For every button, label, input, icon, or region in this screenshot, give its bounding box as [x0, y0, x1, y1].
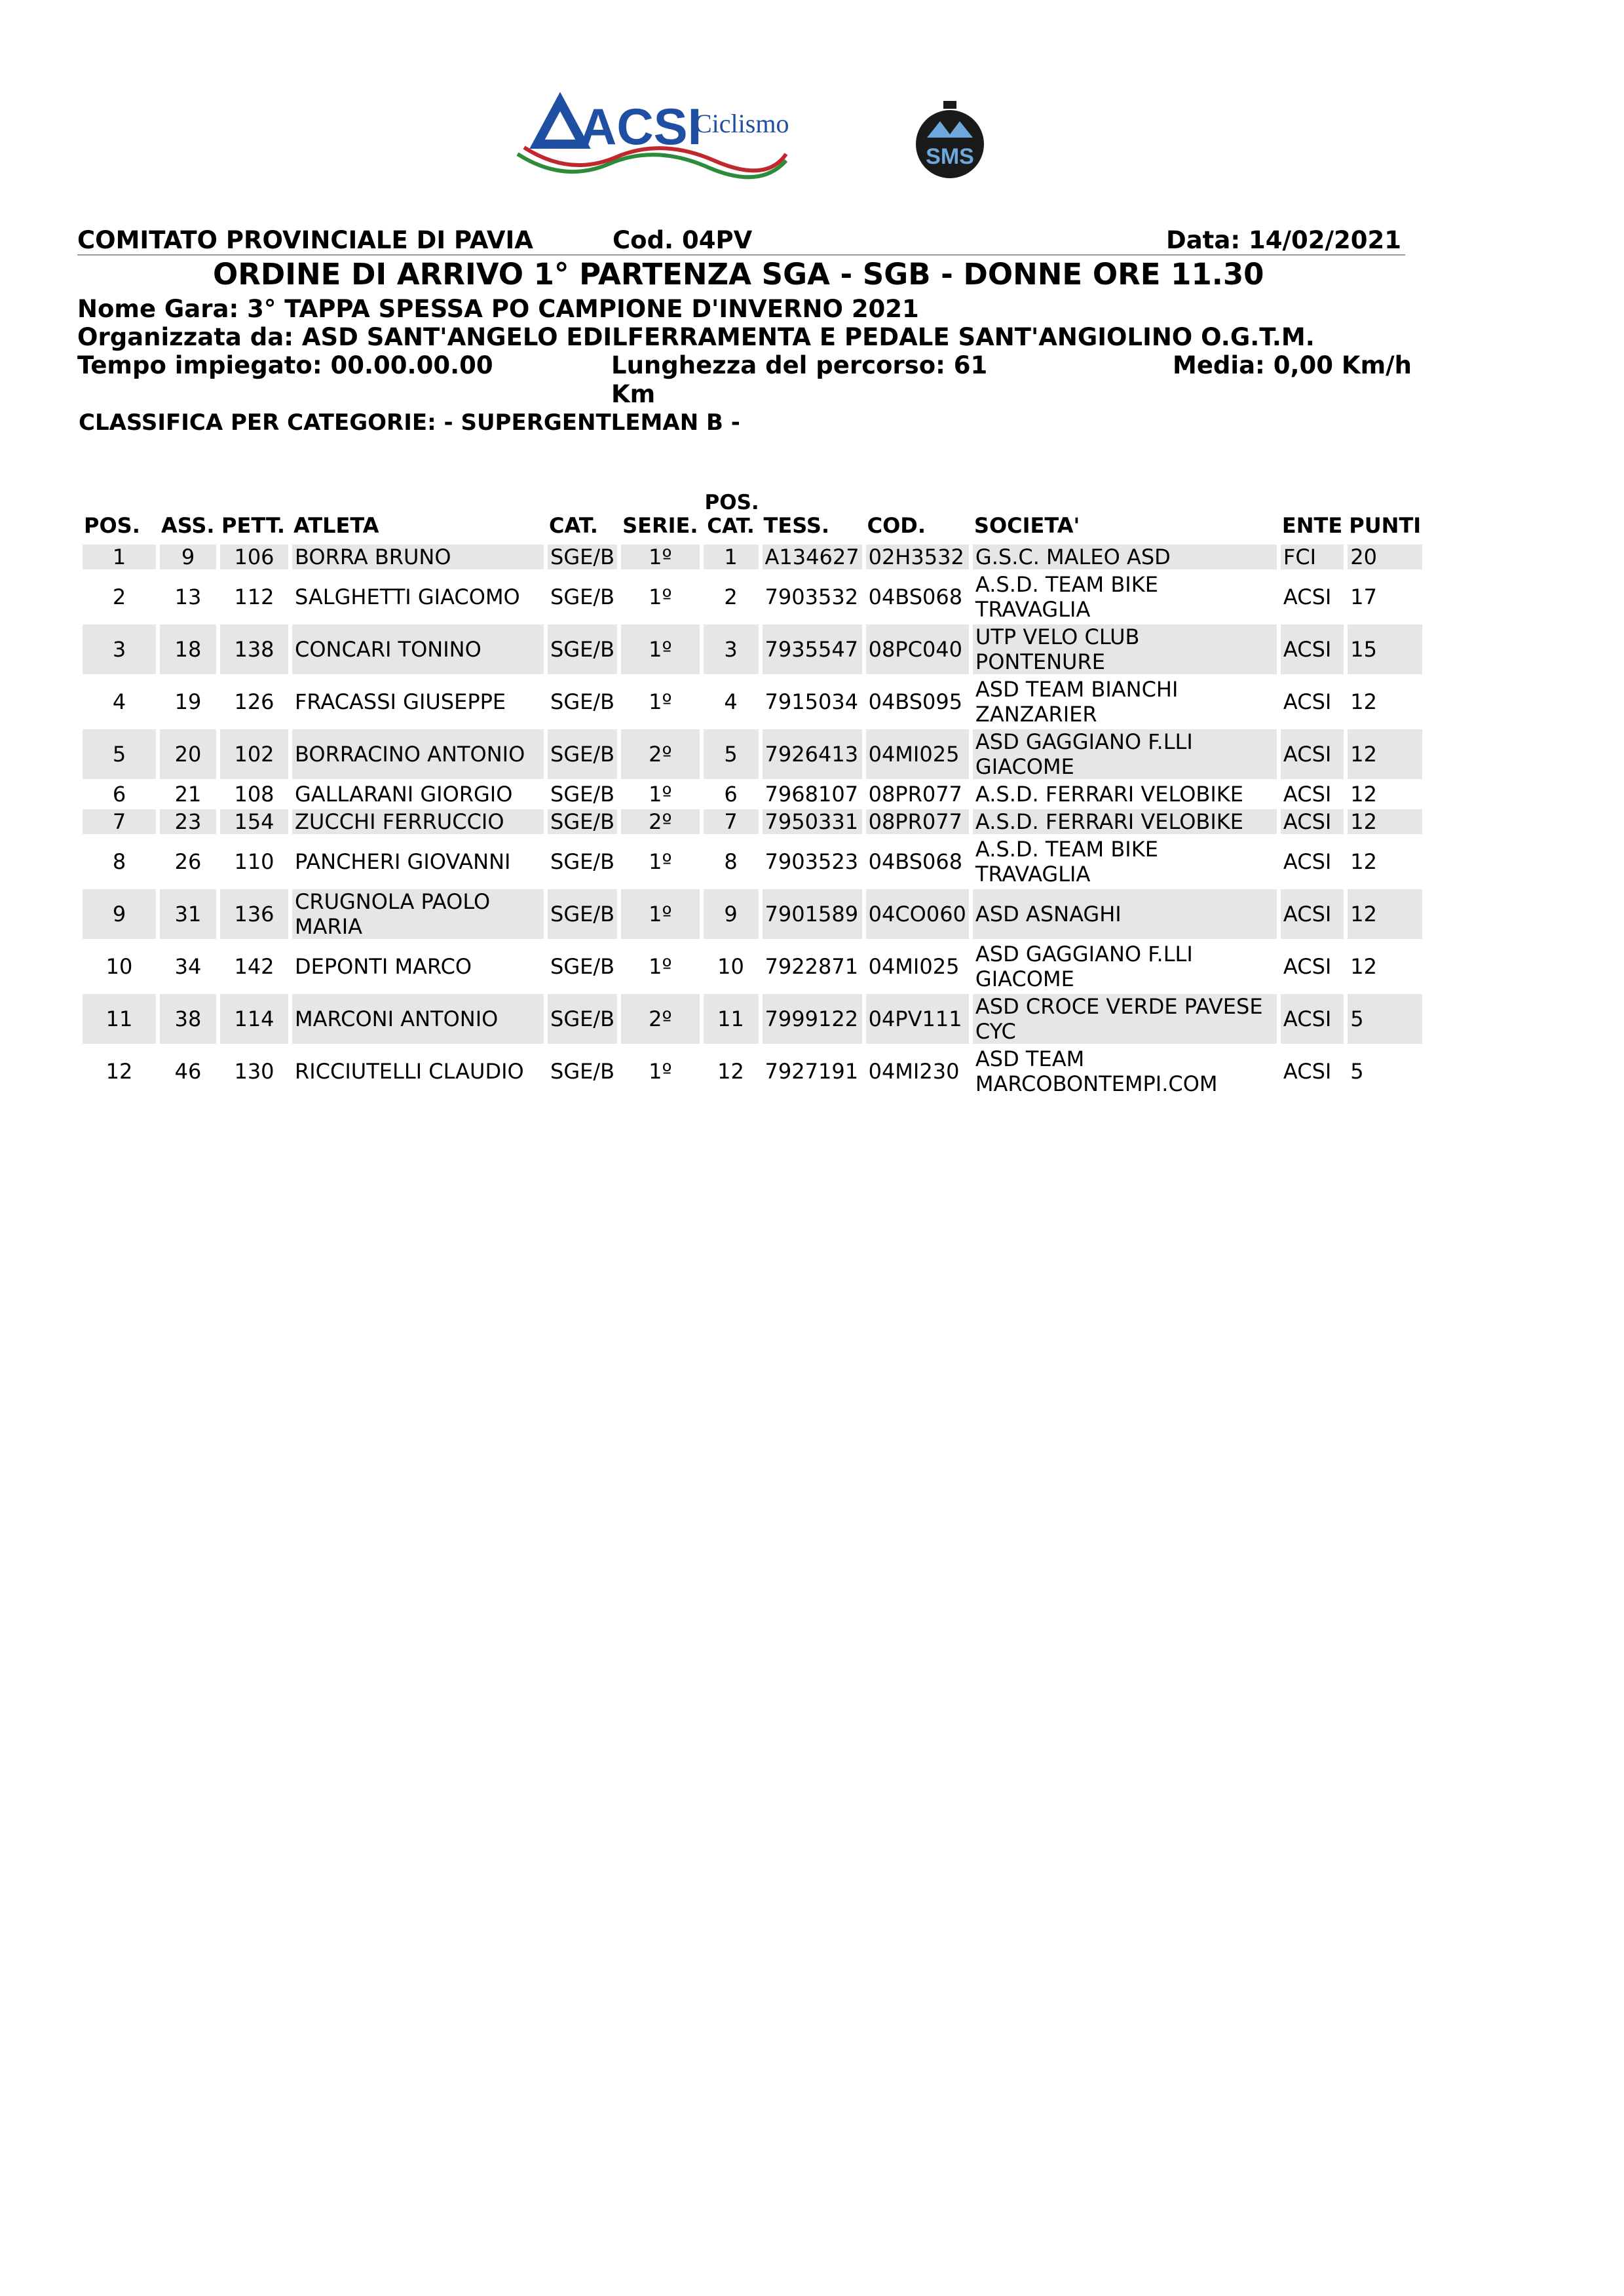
- cell-atleta: CONCARI TONINO: [292, 624, 544, 674]
- cell-societa: A.S.D. FERRARI VELOBIKE: [973, 809, 1277, 834]
- table-row: [83, 889, 1422, 939]
- cell-pos: 4: [112, 689, 126, 714]
- cell-cat: SGE/B: [550, 689, 615, 714]
- cell-pos: 11: [83, 994, 156, 1044]
- cell-pett: 136: [220, 889, 288, 939]
- cell-pett: 126: [234, 689, 274, 714]
- cell-cat: SGE/B: [548, 994, 617, 1044]
- cell-tess: 7950331: [763, 809, 862, 834]
- table-row: [83, 782, 1422, 807]
- cell-cat: SGE/B: [548, 889, 617, 939]
- cell-punti: 12: [1350, 954, 1377, 979]
- cell-poscat: 8: [724, 849, 738, 874]
- cell-punti: 12: [1348, 809, 1422, 834]
- cell-punti: 17: [1350, 584, 1377, 609]
- cell-ente: ACSI: [1281, 624, 1344, 674]
- col-punti: PUNTI: [1349, 513, 1422, 538]
- table-row: [83, 572, 1422, 622]
- acsi-ciclismo-logo: [511, 92, 793, 180]
- cell-pett: 154: [220, 809, 288, 834]
- cell-serie: 1º: [649, 849, 672, 874]
- cell-poscat: 6: [724, 782, 738, 807]
- cell-societa: ASD GAGGIANO F.LLI GIACOME: [973, 729, 1277, 779]
- cell-serie: 1º: [649, 954, 672, 979]
- cell-poscat: 1: [704, 545, 759, 569]
- col-cat: CAT.: [549, 513, 598, 538]
- cell-cod: 08PR077: [866, 809, 969, 834]
- cell-tess: 7999122: [763, 994, 862, 1044]
- cell-ente: ACSI: [1283, 954, 1332, 979]
- cell-cod: 04MI025: [866, 729, 969, 779]
- cell-serie: 2º: [621, 994, 699, 1044]
- cell-ass: 46: [174, 1059, 202, 1084]
- cell-atleta: DEPONTI MARCO: [295, 954, 472, 979]
- cell-serie: 2º: [621, 809, 699, 834]
- acsi-logo-text: ACSI: [580, 98, 702, 155]
- cell-punti: 5: [1350, 1059, 1364, 1084]
- cell-pett: 110: [234, 849, 274, 874]
- cell-societa: A.S.D. TEAM BIKE TRAVAGLIA: [975, 837, 1158, 887]
- cell-cat: SGE/B: [550, 849, 615, 874]
- table-row: [83, 1046, 1422, 1096]
- cell-ente: ACSI: [1281, 729, 1344, 779]
- cell-punti: 15: [1348, 624, 1422, 674]
- cell-poscat: 7: [704, 809, 759, 834]
- cell-cod: 04BS068: [868, 584, 963, 609]
- organizer: Organizzata da: ASD SANT'ANGELO EDILFERRAMENTA E PEDALE SANT'ANGIOLINO O.G.T.M.: [77, 323, 1315, 351]
- cell-societa: G.S.C. MALEO ASD: [973, 545, 1277, 569]
- table-row: [83, 942, 1422, 991]
- cell-atleta: BORRA BRUNO: [292, 545, 544, 569]
- cell-pos: 10: [105, 954, 133, 979]
- cell-pett: 130: [234, 1059, 274, 1084]
- results-body: [83, 545, 1422, 1096]
- cell-ass: 19: [174, 689, 202, 714]
- cell-cod: 04BS068: [868, 849, 963, 874]
- cell-serie: 2º: [621, 729, 699, 779]
- cell-societa: A.S.D. TEAM BIKE TRAVAGLIA: [975, 572, 1158, 622]
- cell-punti: 12: [1350, 782, 1377, 807]
- cell-cod: 08PC040: [866, 624, 969, 674]
- cell-atleta: SALGHETTI GIACOMO: [295, 584, 520, 609]
- cell-pos: 2: [112, 584, 126, 609]
- cell-cod: 04MI230: [868, 1059, 960, 1084]
- cell-societa: ASD CROCE VERDE PAVESE CYC: [973, 994, 1277, 1044]
- cell-pos: 3: [83, 624, 156, 674]
- cell-pos: 12: [105, 1059, 133, 1084]
- cell-pos: 8: [112, 849, 126, 874]
- col-ente: ENTE: [1281, 513, 1343, 538]
- cell-ente: ACSI: [1283, 689, 1332, 714]
- table-row: [83, 809, 1422, 834]
- category-classification: CLASSIFICA PER CATEGORIE: - SUPERGENTLEMAN B -: [79, 410, 740, 436]
- cell-ass: 34: [174, 954, 202, 979]
- cell-societa: A.S.D. FERRARI VELOBIKE: [975, 782, 1243, 807]
- cell-cat: SGE/B: [550, 1059, 615, 1084]
- cell-societa: ASD ASNAGHI: [973, 889, 1277, 939]
- cell-pett: 138: [220, 624, 288, 674]
- cell-pett: 114: [220, 994, 288, 1044]
- race-name: Nome Gara: 3° TAPPA SPESSA PO CAMPIONE D'INVERNO 2021: [77, 295, 919, 323]
- cell-societa: ASD TEAM BIANCHI ZANZARIER: [975, 677, 1179, 727]
- results-table: [79, 488, 1426, 1099]
- cell-tess: A134627: [763, 545, 862, 569]
- cell-atleta: FRACASSI GIUSEPPE: [295, 689, 506, 714]
- cell-poscat: 3: [704, 624, 759, 674]
- col-ass: ASS.: [161, 513, 215, 538]
- table-header-row: [83, 491, 1422, 542]
- cell-punti: 20: [1348, 545, 1422, 569]
- cell-tess: 7922871: [765, 954, 859, 979]
- cell-serie: 1º: [649, 584, 672, 609]
- cell-tess: 7915034: [765, 689, 859, 714]
- header-divider: [77, 254, 1405, 256]
- cell-ente: ACSI: [1283, 1059, 1332, 1084]
- cell-cat: SGE/B: [548, 729, 617, 779]
- cell-serie: 1º: [621, 889, 699, 939]
- cell-serie: 1º: [649, 1059, 672, 1084]
- page-title: ORDINE DI ARRIVO 1° PARTENZA SGA - SGB - DONNE ORE 11.30: [213, 257, 1264, 292]
- cell-ente: ACSI: [1281, 889, 1344, 939]
- cell-punti: 12: [1348, 889, 1422, 939]
- cell-serie: 1º: [621, 624, 699, 674]
- cell-ente: ACSI: [1281, 809, 1344, 834]
- cell-tess: 7901589: [763, 889, 862, 939]
- cell-tess: 7968107: [765, 782, 859, 807]
- cell-cat: SGE/B: [548, 809, 617, 834]
- col-tess: TESS.: [763, 513, 830, 538]
- cell-serie: 1º: [621, 545, 699, 569]
- cell-ente: ACSI: [1283, 782, 1332, 807]
- logo-area: [0, 92, 1624, 183]
- cell-cat: SGE/B: [548, 624, 617, 674]
- cell-serie: 1º: [649, 782, 672, 807]
- comitato-label: COMITATO PROVINCIALE DI PAVIA: [77, 226, 533, 254]
- col-pos: POS.: [84, 513, 140, 538]
- col-cod: COD.: [867, 513, 926, 538]
- cell-cod: 02H3532: [866, 545, 969, 569]
- cell-ente: ACSI: [1283, 849, 1332, 874]
- cell-societa: ASD TEAM MARCOBONTEMPI.COM: [975, 1046, 1218, 1096]
- cell-atleta: GALLARANI GIORGIO: [295, 782, 513, 807]
- cell-pos: 1: [83, 545, 156, 569]
- table-row: [83, 545, 1422, 569]
- cell-ass: 9: [160, 545, 216, 569]
- cell-cod: 04MI025: [868, 954, 960, 979]
- cell-atleta: RICCIUTELLI CLAUDIO: [295, 1059, 524, 1084]
- col-pos-cat: POS. CAT.: [704, 491, 759, 538]
- col-serie: SERIE.: [622, 513, 698, 538]
- cell-poscat: 2: [724, 584, 738, 609]
- table-row: [83, 624, 1422, 674]
- cell-ente: FCI: [1281, 545, 1344, 569]
- cell-ass: 18: [160, 624, 216, 674]
- cell-cod: 04CO060: [866, 889, 969, 939]
- cell-tess: 7903532: [765, 584, 859, 609]
- cell-ass: 20: [160, 729, 216, 779]
- cell-poscat: 11: [704, 994, 759, 1044]
- cell-punti: 12: [1350, 849, 1377, 874]
- average-speed: Media: 0,00 Km/h: [1173, 351, 1412, 379]
- cell-poscat: 5: [704, 729, 759, 779]
- cell-ass: 21: [174, 782, 202, 807]
- cell-cat: SGE/B: [548, 545, 617, 569]
- time-used: Tempo impiegato: 00.00.00.00: [77, 351, 493, 379]
- cell-poscat: 10: [717, 954, 744, 979]
- cell-poscat: 9: [704, 889, 759, 939]
- cell-cod: 04BS095: [868, 689, 963, 714]
- cell-pos: 6: [112, 782, 126, 807]
- cell-ente: ACSI: [1281, 994, 1344, 1044]
- table-row: [83, 994, 1422, 1044]
- course-length: Lunghezza del percorso: 61 Km: [611, 351, 988, 408]
- cell-pos: 7: [83, 809, 156, 834]
- table-row: [83, 729, 1422, 779]
- cell-ente: ACSI: [1283, 584, 1332, 609]
- cod-label: Cod. 04PV: [613, 226, 753, 254]
- ciclismo-logo-text: Ciclismo: [694, 109, 789, 138]
- cell-pett: 112: [234, 584, 274, 609]
- table-row: [83, 677, 1422, 727]
- cell-cod: 04PV111: [866, 994, 969, 1044]
- cell-pett: 102: [220, 729, 288, 779]
- cell-pett: 108: [234, 782, 274, 807]
- cell-pos: 5: [83, 729, 156, 779]
- cell-atleta: ZUCCHI FERRUCCIO: [292, 809, 544, 834]
- cell-atleta: PANCHERI GIOVANNI: [295, 849, 511, 874]
- cell-ass: 38: [160, 994, 216, 1044]
- cell-atleta: CRUGNOLA PAOLO MARIA: [292, 889, 544, 939]
- table-row: [83, 837, 1422, 887]
- cell-tess: 7926413: [763, 729, 862, 779]
- cell-cod: 08PR077: [868, 782, 962, 807]
- cell-pett: 106: [220, 545, 288, 569]
- date-label: Data: 14/02/2021: [1166, 226, 1401, 254]
- cell-pett: 142: [234, 954, 274, 979]
- cell-poscat: 12: [717, 1059, 744, 1084]
- cell-societa: UTP VELO CLUB PONTENURE: [973, 624, 1277, 674]
- col-atleta: ATLETA: [293, 513, 379, 538]
- cell-atleta: MARCONI ANTONIO: [292, 994, 544, 1044]
- cell-tess: 7903523: [765, 849, 859, 874]
- sms-sportservice-logo: [907, 98, 992, 183]
- cell-cat: SGE/B: [550, 584, 615, 609]
- cell-ass: 13: [174, 584, 202, 609]
- cell-societa: ASD GAGGIANO F.LLI GIACOME: [975, 942, 1193, 991]
- cell-ass: 31: [160, 889, 216, 939]
- cell-serie: 1º: [649, 689, 672, 714]
- cell-pos: 9: [83, 889, 156, 939]
- cell-punti: 5: [1348, 994, 1422, 1044]
- cell-cat: SGE/B: [550, 782, 615, 807]
- cell-cat: SGE/B: [550, 954, 615, 979]
- cell-punti: 12: [1348, 729, 1422, 779]
- cell-tess: 7935547: [763, 624, 862, 674]
- sms-logo-text: SMS: [926, 144, 974, 169]
- cell-punti: 12: [1350, 689, 1377, 714]
- col-pett: PETT.: [221, 513, 285, 538]
- cell-tess: 7927191: [765, 1059, 859, 1084]
- cell-atleta: BORRACINO ANTONIO: [292, 729, 544, 779]
- cell-ass: 23: [160, 809, 216, 834]
- cell-poscat: 4: [724, 689, 738, 714]
- cell-ass: 26: [174, 849, 202, 874]
- col-societa: SOCIETA': [973, 513, 1080, 538]
